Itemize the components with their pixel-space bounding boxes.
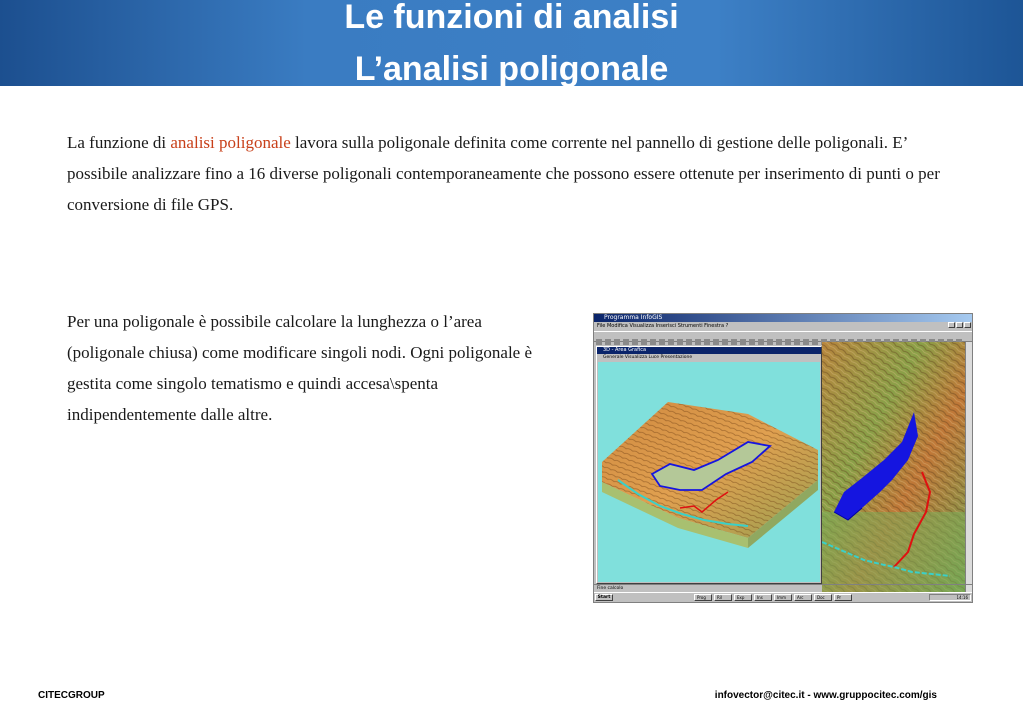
3d-view-window	[596, 346, 822, 584]
tool-icon	[767, 339, 773, 345]
tool-icon	[596, 339, 602, 345]
app-window-title: Programma InfoGIS	[604, 314, 663, 321]
highlight-term: analisi poligonale	[170, 133, 291, 152]
intro-text-after: lavora sulla poligonale definita come corrente nel pannello di gestione delle poligonali. E’ possibile analizzare fino a 16 diverse poligonali contemporaneamente che possono essere ottenute per inserimento di punti o per conversione di file GPS.	[67, 133, 940, 214]
tool-icon	[749, 339, 755, 345]
tool-icon	[803, 339, 809, 345]
slide-header	[0, 0, 1023, 86]
start-button[interactable]: Start	[595, 594, 613, 601]
taskbar-item[interactable]: Ril	[714, 594, 732, 601]
taskbar-item[interactable]: Doc	[814, 594, 832, 601]
3d-window-menu: Generale Visualizza Luce Presentazione	[603, 355, 693, 360]
relief-map	[822, 342, 965, 592]
tool-icon	[641, 339, 647, 345]
tool-icon	[794, 339, 800, 345]
taskbar-item[interactable]: Exp	[734, 594, 752, 601]
detail-paragraph: Per una poligonale è possibile calcolare la lunghezza o l’area (poligonale chiusa) come modificare singoli nodi. Ogni poligonale è gestita come singolo tematismo e quindi accesa\spenta indipendentemente dalle altre.	[67, 312, 533, 424]
footer-contact: infovector@citec.it - www.gruppocitec.com/gis	[714, 690, 937, 701]
tool-icon	[650, 339, 656, 345]
3d-window-title: 3D - Area Grafica	[597, 347, 821, 354]
taskbar-item[interactable]: Ins	[754, 594, 772, 601]
tool-icon	[713, 339, 719, 345]
os-taskbar	[594, 592, 972, 602]
taskbar-item[interactable]: Arc	[794, 594, 812, 601]
application-screenshot	[593, 313, 973, 603]
tool-icon	[812, 339, 818, 345]
tool-icon	[632, 339, 638, 345]
tool-icon	[659, 339, 665, 345]
tool-icon	[686, 339, 692, 345]
tool-icon	[740, 339, 746, 345]
app-statusbar: Fine calcolo	[594, 584, 972, 592]
taskbar-item[interactable]: Pr	[834, 594, 852, 601]
app-titlebar	[594, 314, 972, 322]
taskbar-item[interactable]: Prog	[694, 594, 712, 601]
tool-icon	[785, 339, 791, 345]
slide-subtitle: L’analisi poligonale	[354, 50, 669, 86]
tool-icon	[731, 339, 737, 345]
tool-icon	[704, 339, 710, 345]
footer-company: CITECGROUP	[38, 690, 105, 701]
app-toolbar	[594, 331, 972, 342]
tool-icon	[668, 339, 674, 345]
intro-text-before: La funzione di	[67, 133, 171, 152]
tool-icon	[623, 339, 629, 345]
taskbar-item[interactable]: Imm	[774, 594, 792, 601]
app-menubar: File Modifica Visualizza Inserisci Strumenti Finestra ?	[597, 323, 729, 329]
slide-title: Le funzioni di analisi	[344, 0, 679, 36]
tool-icon	[758, 339, 764, 345]
system-clock: 14:16	[929, 594, 971, 601]
3d-terrain-view	[598, 362, 820, 582]
tool-icon	[695, 339, 701, 345]
map-scrollbar[interactable]	[965, 342, 972, 592]
tool-icon	[605, 339, 611, 345]
tool-icon	[776, 339, 782, 345]
intro-paragraph	[67, 127, 947, 220]
tool-icon	[614, 339, 620, 345]
tool-icon	[677, 339, 683, 345]
tool-icon	[722, 339, 728, 345]
